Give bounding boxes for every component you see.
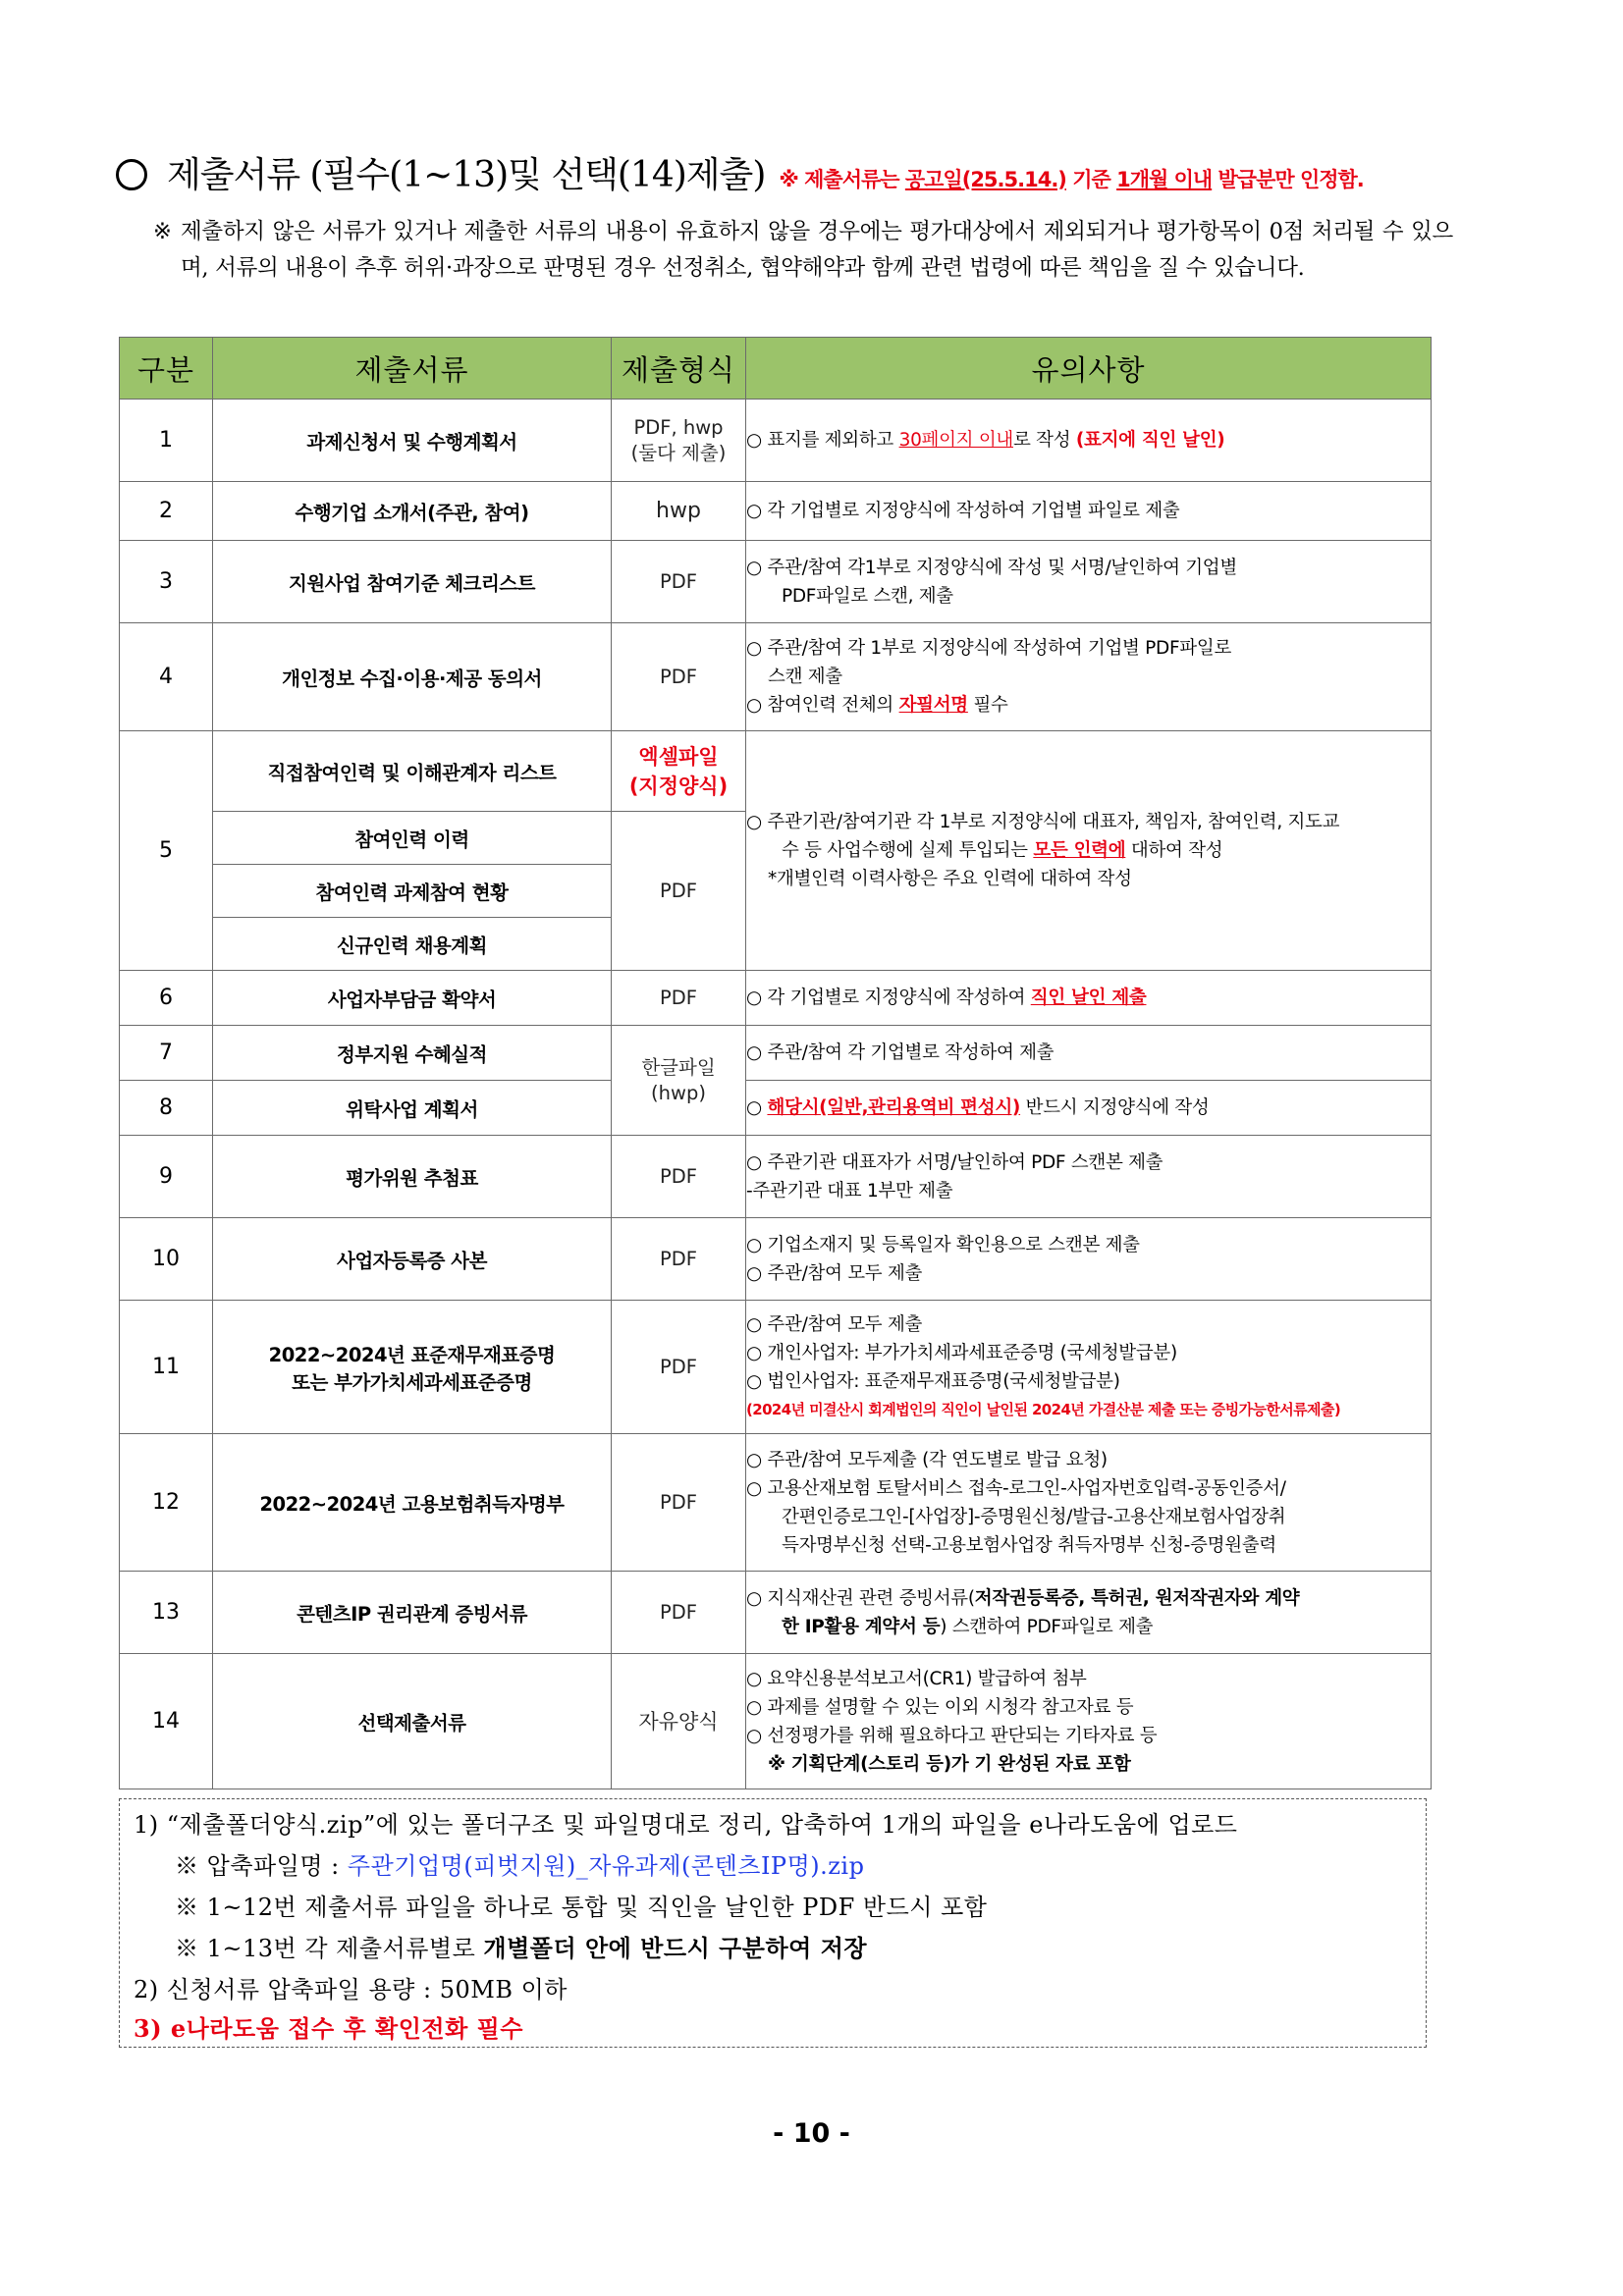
instruction-line-3: ※ 1~12번 제출서류 파일을 하나로 통합 및 직인을 날인한 PDF 반드시 포함 (175, 1894, 988, 1921)
row-number: 14 (120, 1654, 213, 1789)
instruction-line-2: ※ 압축파일명 : 주관기업명(피벗지원)_자유과제(콘텐츠IP명).zip (175, 1852, 865, 1880)
document-name: 사업자등록증 사본 (213, 1218, 612, 1301)
row-number: 8 (120, 1081, 213, 1136)
table-row (120, 1654, 1432, 1789)
row-number: 13 (120, 1572, 213, 1654)
instruction-line-6: 3) e나라도움 접수 후 확인전화 필수 (134, 2014, 523, 2043)
row-number: 11 (120, 1301, 213, 1434)
format-cell: PDF (612, 1434, 746, 1572)
instruction-line-5: 2) 신청서류 압축파일 용량 : 50MB 이하 (134, 1976, 568, 2003)
document-name: 2022~2024년 고용보험취득자명부 (213, 1434, 612, 1572)
note-cell: ○ 지식재산권 관련 증빙서류(저작권등록증, 특허권, 원저작권자와 계약 한 IP활용 계약서 등) 스캔하여 PDF파일로 제출 (746, 1572, 1432, 1654)
hollow-circle-icon (116, 159, 147, 190)
format-cell: PDF (612, 1301, 746, 1434)
document-name: 위탁사업 계획서 (213, 1081, 612, 1136)
documents-table (119, 337, 1432, 1789)
section-heading (116, 147, 1490, 197)
format-cell: PDF (612, 623, 746, 731)
note-cell: ○ 주관/참여 각1부로 지정양식에 작성 및 서명/날인하여 기업별 PDF파일로 스캔, 제출 (746, 541, 1432, 623)
note-cell: ○ 요약신용분석보고서(CR1) 발급하여 첨부 ○ 과제를 설명할 수 있는 이외 시청각 참고자료 등 ○ 선정평가를 위해 필요하다고 판단되는 기타자료 등 ※ 기획단계(스토리 등)가 기 완성된 자료 포함 (746, 1654, 1432, 1789)
table-row (120, 623, 1432, 731)
document-name: 참여인력 이력 (213, 812, 612, 865)
format-cell: hwp (612, 482, 746, 541)
note-cell: ○ 기업소재지 및 등록일자 확인용으로 스캔본 제출 ○ 주관/참여 모두 제출 (746, 1218, 1432, 1301)
document-name: 2022~2024년 표준재무재표증명 또는 부가가치세과세표준증명 (213, 1301, 612, 1434)
table-header-row (120, 338, 1432, 400)
row-number: 1 (120, 400, 213, 482)
table-row (120, 1081, 1432, 1136)
format-cell: PDF (612, 1218, 746, 1301)
note-cell: ○ 해당시(일반,관리용역비 편성시) 반드시 지정양식에 작성 (746, 1081, 1432, 1136)
header-category: 구분 (120, 338, 213, 400)
note-cell: ○ 표지를 제외하고 30페이지 이내로 작성 (표지에 직인 날인) (746, 400, 1432, 482)
document-name: 사업자부담금 확약서 (213, 971, 612, 1026)
header-documents: 제출서류 (213, 338, 612, 400)
table-row (120, 1434, 1432, 1572)
document-name: 수행기업 소개서(주관, 참여) (213, 482, 612, 541)
document-name: 지원사업 참여기준 체크리스트 (213, 541, 612, 623)
format-cell: PDF (612, 971, 746, 1026)
table-row (120, 1572, 1432, 1654)
page-number: - 10 - (773, 2118, 850, 2149)
format-cell: PDF (612, 541, 746, 623)
row-number: 9 (120, 1136, 213, 1218)
note-cell: ○ 주관/참여 각 기업별로 작성하여 제출 (746, 1026, 1432, 1081)
table-row (120, 1301, 1432, 1434)
row-number: 4 (120, 623, 213, 731)
header-format: 제출형식 (612, 338, 746, 400)
format-cell: PDF, hwp (둘다 제출) (612, 400, 746, 482)
deadline-note: ※ 제출서류는 공고일(25.5.14.) 기준 1개월 이내 발급분만 인정함. (779, 168, 1364, 191)
note-cell: ○ 주관/참여 각 1부로 지정양식에 작성하여 기업별 PDF파일로 스캔 제출 ○ 참여인력 전체의 자필서명 필수 (746, 623, 1432, 731)
header-notes: 유의사항 (746, 338, 1432, 400)
note-cell: ○ 각 기업별로 지정양식에 작성하여 직인 날인 제출 (746, 971, 1432, 1026)
row-number: 3 (120, 541, 213, 623)
document-name: 과제신청서 및 수행계획서 (213, 400, 612, 482)
document-name: 참여인력 과제참여 현황 (213, 865, 612, 918)
document-name: 콘텐츠IP 권리관계 증빙서류 (213, 1572, 612, 1654)
note-cell: ○ 주관/참여 모두 제출 ○ 개인사업자: 부가가치세과세표준증명 (국세청발급분) ○ 법인사업자: 표준재무재표증명(국세청발급분) (2024년 미결산시 회계법인의 직인이 날인된 2024년 가결산분 제출 또는 증빙가능한서류제출) (746, 1301, 1432, 1434)
table-row (120, 971, 1432, 1026)
note-cell: ○ 각 기업별로 지정양식에 작성하여 기업별 파일로 제출 (746, 482, 1432, 541)
table-row (120, 1026, 1432, 1081)
table-row (120, 541, 1432, 623)
upload-instructions-box (119, 1798, 1427, 2048)
intro-text: 제출하지 않은 서류가 있거나 제출한 서류의 내용이 유효하지 않을 경우에는 평가대상에서 제외되거나 평가항목이 0점 처리될 수 있으며, 서류의 내용이 추후 허위·과장으로 판명된 경우 선정취소, 협약해약과 함께 관련 법령에 따른 책임을 질 수 있습니다. (181, 219, 1453, 281)
document-name: 개인정보 수집·이용·제공 동의서 (213, 623, 612, 731)
instruction-line-1: 1) “제출폴더양식.zip”에 있는 폴더구조 및 파일명대로 정리, 압축하여 1개의 파일을 e나라도움에 업로드 (134, 1811, 1238, 1839)
row-number: 10 (120, 1218, 213, 1301)
document-name: 평가위원 추첨표 (213, 1136, 612, 1218)
format-cell: PDF (612, 1572, 746, 1654)
format-cell: 자유양식 (612, 1654, 746, 1789)
document-name: 신규인력 채용계획 (213, 918, 612, 971)
row-number: 6 (120, 971, 213, 1026)
note-cell: ○ 주관기관/참여기관 각 1부로 지정양식에 대표자, 책임자, 참여인력, 지도교 수 등 사업수행에 실제 투입되는 모든 인력에 대하여 작성 *개별인력 이력사항은 주요 인력에 대하여 작성 (746, 731, 1432, 971)
table-row (120, 400, 1432, 482)
section-title: 제출서류 (필수(1~13)및 선택(14)제출) (167, 155, 766, 195)
table-row (120, 482, 1432, 541)
row-number: 7 (120, 1026, 213, 1081)
row-number: 12 (120, 1434, 213, 1572)
document-name: 직접참여인력 및 이해관계자 리스트 (213, 731, 612, 812)
reference-mark: ※ (153, 219, 172, 244)
document-name: 정부지원 수혜실적 (213, 1026, 612, 1081)
note-cell: ○ 주관/참여 모두제출 (각 연도별로 발급 요청) ○ 고용산재보험 토탈서비스 접속-로그인-사업자번호입력-공동인증서/ 간편인증로그인-[사업장]-증명원신청/발급-고용산재보험사업장취 득자명부신청 선택-고용보험사업장 취득자명부 신청-증명원출력 (746, 1434, 1432, 1572)
instruction-line-4: ※ 1~13번 각 제출서류별로 개별폴더 안에 반드시 구분하여 저장 (175, 1934, 868, 1962)
format-cell: PDF (612, 812, 746, 971)
format-cell: PDF (612, 1136, 746, 1218)
row-number: 5 (120, 731, 213, 971)
table-row (120, 1218, 1432, 1301)
document-name: 선택제출서류 (213, 1654, 612, 1789)
format-cell: 엑셀파일 (지정양식) (612, 731, 746, 812)
intro-warning (137, 214, 1453, 287)
row-number: 2 (120, 482, 213, 541)
note-cell: ○ 주관기관 대표자가 서명/날인하여 PDF 스캔본 제출 -주관기관 대표 1부만 제출 (746, 1136, 1432, 1218)
table-row (120, 1136, 1432, 1218)
format-cell: 한글파일 (hwp) (612, 1026, 746, 1136)
table-row (120, 731, 1432, 812)
